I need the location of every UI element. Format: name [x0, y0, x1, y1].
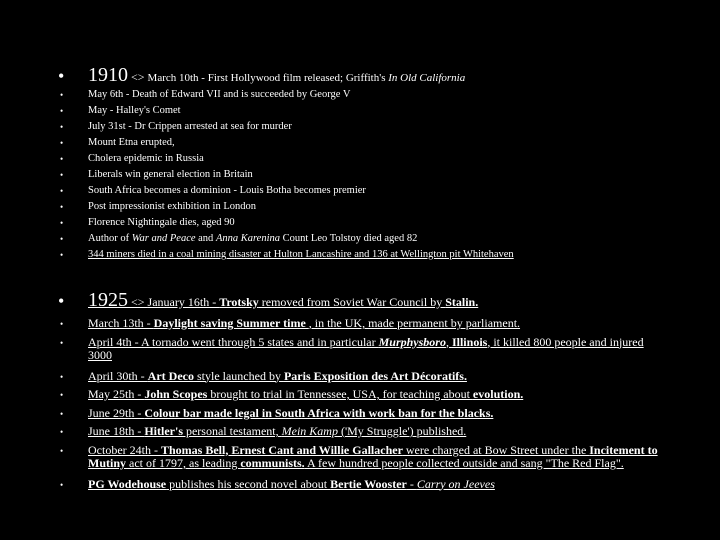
- bullet: •: [60, 90, 64, 100]
- artdeco-c: style launched by: [193, 368, 284, 383]
- bullet: •: [60, 479, 64, 490]
- wodehouse-b: publishes his second novel about: [166, 476, 331, 491]
- tolstoy-title-2: Anna Karenina: [215, 233, 281, 244]
- item-text: Liberals win general election in Britain: [88, 169, 253, 180]
- list-item: [58, 119, 658, 135]
- wodehouse-c: Bertie Wooster: [330, 476, 407, 491]
- list-item: [58, 87, 658, 103]
- hitler-d: Mein Kamp: [281, 424, 338, 438]
- tolstoy-title-1: War and Peace: [131, 233, 196, 244]
- heading-1925-text[interactable]: [88, 289, 478, 312]
- colourbar-b: Colour bar made legal in South Africa with work ban for the blacks.: [144, 405, 494, 420]
- list-item: [58, 199, 658, 215]
- bullet: •: [60, 202, 64, 212]
- list-item-colourbar: [58, 407, 658, 421]
- bullet: •: [60, 170, 64, 180]
- headline-1910-title: In Old California: [388, 72, 466, 84]
- wodehouse-a: PG Wodehouse: [88, 476, 167, 491]
- item-text: Florence Nightingale dies, aged 90: [88, 217, 235, 228]
- headline-1910: March 10th - First Hollywood film released; Griffith's: [147, 72, 389, 84]
- list-item-artdeco: [58, 370, 658, 384]
- bullet: •: [60, 218, 64, 228]
- item-text: May 6th - Death of Edward VII and is succeeded by George V: [88, 89, 351, 100]
- head-1925-a: January 16th -: [147, 295, 220, 309]
- tolstoy-mid: and: [195, 233, 216, 244]
- bullet: •: [60, 250, 64, 260]
- head-1925-trotsky: Trotsky: [219, 295, 259, 309]
- artdeco-b: Art Deco: [147, 368, 194, 383]
- bullet: •: [60, 234, 64, 244]
- tornado-link[interactable]: [88, 335, 644, 363]
- hitler-link[interactable]: [88, 424, 466, 438]
- october-d: Incitement to Mutiny: [88, 442, 658, 470]
- tornado-illinois: Illinois: [451, 334, 488, 349]
- tornado-c: ,: [445, 334, 452, 349]
- bullet: •: [60, 122, 64, 132]
- bullet: •: [60, 371, 64, 382]
- list-item: [58, 103, 658, 119]
- list-1910: [58, 87, 658, 263]
- item-text: South Africa becomes a dominion - Louis Botha becomes premier: [88, 185, 366, 196]
- hitler-c: personal testament,: [182, 424, 282, 438]
- daylight-c: , in the UK, made permanent by parliament.: [308, 316, 521, 330]
- bullet-1925: •: [58, 291, 65, 311]
- list-item-tornado: [58, 336, 658, 363]
- october-a: October 24th -: [88, 442, 161, 457]
- hitler-a: June 18th -: [88, 424, 145, 438]
- year-1925: 1925: [88, 289, 128, 311]
- tornado-murphysboro: Murphysboro: [378, 334, 446, 349]
- scopes-a: May 25th -: [88, 387, 145, 401]
- october-link[interactable]: [88, 443, 658, 471]
- heading-1925: [58, 289, 698, 315]
- daylight-a: March 13th -: [88, 316, 154, 330]
- bullet: •: [60, 138, 64, 148]
- tornado-e: , it killed 800 people and injured 3000: [88, 334, 644, 362]
- scopes-c: brought to trial in Tennessee, USA, for teaching about: [207, 387, 473, 401]
- artdeco-link[interactable]: [88, 369, 467, 383]
- list-item: [58, 135, 658, 151]
- artdeco-a: April 30th -: [88, 368, 148, 383]
- daylight-b: Daylight saving Summer time: [153, 316, 309, 330]
- scopes-d: evolution.: [472, 387, 524, 401]
- bullet: •: [60, 445, 64, 456]
- list-item: [58, 215, 658, 231]
- bullet-1910: •: [58, 66, 65, 86]
- item-text: Mount Etna erupted,: [88, 137, 175, 148]
- year-1910: 1910: [88, 64, 128, 86]
- list-item-tolstoy: [58, 231, 658, 247]
- bullet: •: [60, 408, 64, 419]
- list-item-wodehouse: [58, 478, 658, 492]
- daylight-link[interactable]: [88, 316, 520, 330]
- bullet: •: [60, 319, 64, 329]
- wodehouse-e: Carry on Jeeves: [416, 476, 495, 491]
- tornado-a: April 4th - A tornado went through 5 states and in particular: [88, 334, 379, 349]
- list-item-october: [58, 444, 658, 471]
- list-item-daylight: [58, 317, 658, 331]
- bullet: •: [60, 390, 64, 400]
- bullet: •: [60, 427, 64, 437]
- item-text: July 31st - Dr Crippen arrested at sea for murder: [88, 121, 292, 132]
- item-text: Post impressionist exhibition in London: [88, 201, 257, 212]
- list-1925: [58, 317, 658, 491]
- head-1925-stalin: Stalin.: [445, 295, 479, 309]
- miners-link[interactable]: 344 miners died in a coal mining disaster at Hulton Lancashire and 136 at Wellington pit Whitehaven: [88, 249, 514, 260]
- bullet: •: [60, 154, 64, 164]
- list-item-hitler: [58, 425, 658, 439]
- list-item: [58, 151, 658, 167]
- october-b: Thomas Bell, Ernest Cant and Willie Gallacher: [160, 442, 403, 457]
- october-e: act of 1797, as leading: [126, 456, 241, 470]
- heading-1910-text: [88, 64, 465, 87]
- scopes-link[interactable]: [88, 387, 523, 401]
- list-item: [58, 167, 658, 183]
- separator-1925: <>: [128, 295, 148, 309]
- separator-1910: <>: [128, 70, 148, 84]
- october-f: communists.: [240, 456, 305, 470]
- hitler-b: Hitler's: [144, 424, 183, 438]
- colourbar-a: June 29th -: [88, 405, 145, 420]
- head-1925-c: removed from Soviet War Council by: [258, 295, 446, 309]
- list-item: [58, 183, 658, 199]
- tolstoy-pre: Author of: [88, 233, 132, 244]
- item-text: Cholera epidemic in Russia: [88, 153, 204, 164]
- artdeco-d: Paris Exposition des Art Décoratifs.: [283, 368, 467, 383]
- list-item-scopes: [58, 388, 658, 402]
- tolstoy-post: Count Leo Tolstoy died aged 82: [280, 233, 418, 244]
- bullet: •: [60, 186, 64, 196]
- wodehouse-d: -: [406, 476, 417, 491]
- hitler-e: ('My Struggle') published.: [337, 424, 467, 438]
- october-g: A few hundred people collected outside and sang "The Red Flag".: [304, 456, 624, 470]
- bullet: •: [60, 337, 64, 348]
- list-item-miners: [58, 247, 658, 263]
- bullet: •: [60, 106, 64, 116]
- october-c: were charged at Bow Street under the: [402, 442, 590, 457]
- scopes-b: John Scopes: [144, 387, 208, 401]
- wodehouse-link[interactable]: [88, 477, 495, 491]
- colourbar-link[interactable]: [88, 406, 493, 420]
- item-text: May - Halley's Comet: [88, 105, 181, 116]
